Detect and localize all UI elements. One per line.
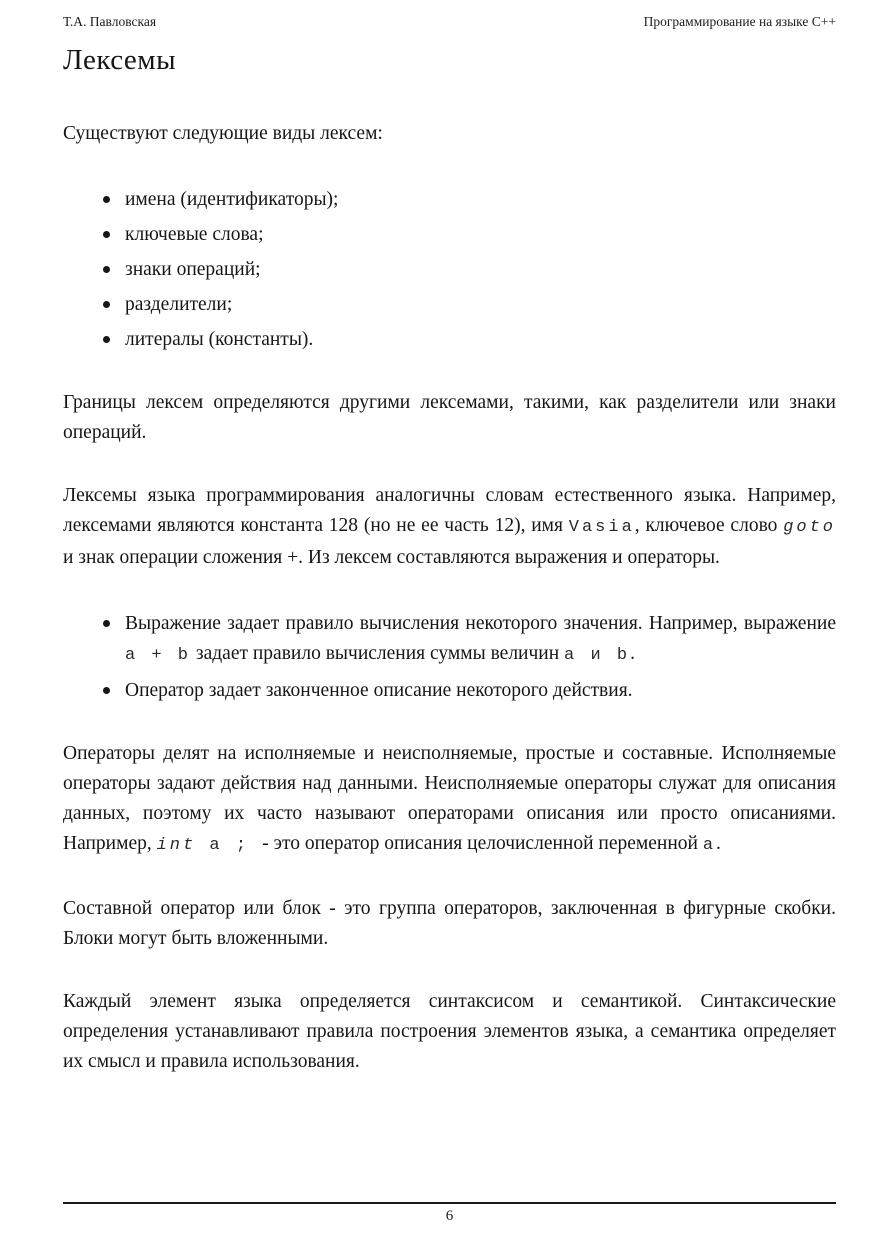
page-footer [63, 1202, 836, 1225]
list-item-expression [101, 609, 836, 671]
paragraph-block: Составной оператор или блок - это группа операторов, заключенная в фигурные скобки. Блоки могут быть вложенными. [63, 898, 836, 949]
list-item: знаки операций; [101, 255, 836, 285]
document-body [63, 119, 836, 1077]
text-segment: Лексемы языка программирования аналогичны словам естественного языка. Например, лексемами являются константа 128 (но не ее часть 12), имя [63, 485, 836, 536]
list-item: разделители; [101, 290, 836, 320]
code-inline-a-plus-b: a + b [125, 646, 192, 665]
page-header [63, 14, 836, 30]
intro-paragraph: Существуют следующие виды лексем: [63, 123, 383, 144]
text-segment: . [716, 833, 721, 854]
paragraph-operators [63, 739, 836, 861]
lexeme-types-list [63, 185, 836, 355]
page-number: 6 [445, 1208, 454, 1224]
list-item: литералы (константы). [101, 325, 836, 355]
list-item: имена (идентификаторы); [101, 185, 836, 215]
list-item: ключевые слова; [101, 220, 836, 250]
text-segment: задает правило вычисления суммы величин [191, 643, 565, 664]
list-item-operator: Оператор задает законченное описание некоторого действия. [101, 676, 836, 706]
code-inline-goto: goto [783, 518, 836, 537]
header-book-title: Программирование на языке C++ [643, 14, 836, 29]
text-segment: Операторы делят на исполняемые и неисполняемые, простые и составные. Исполняемые операторы задают действия над данными. Неисполняемые операторы служат для описания данных, поэтому их часто называют операторами описания или просто описаниями. Например, [63, 743, 836, 854]
code-inline-a-and-b: a и b [564, 646, 631, 665]
definitions-list [63, 609, 836, 706]
text-segment: , ключевое слово [634, 515, 784, 536]
footer-rule [63, 1202, 836, 1204]
text-segment: . [630, 643, 635, 664]
code-inline-declaration: a ; [196, 836, 263, 855]
code-inline-vasia: Vasia [568, 518, 635, 537]
code-inline-a: a [702, 836, 717, 855]
paragraph-lexemes [63, 481, 836, 573]
paragraph-syntax: Каждый элемент языка определяется синтаксисом и семантикой. Синтаксические определения устанавливают правила построения элементов языка, а семантика определяет их смысл и правила использования. [63, 991, 836, 1072]
header-author: Т.А. Павловская [63, 14, 157, 29]
page-title: Лексемы [63, 44, 177, 76]
text-segment: Выражение задает правило вычисления некоторого значения. Например, выражение [125, 613, 836, 634]
code-inline-int: int [156, 836, 197, 855]
paragraph-borders: Границы лексем определяются другими лексемами, такими, как разделители или знаки операций. [63, 392, 836, 443]
text-segment: и знак операции сложения +. Из лексем составляются выражения и операторы. [63, 547, 720, 568]
text-segment: - это оператор описания целочисленной переменной [262, 833, 703, 854]
